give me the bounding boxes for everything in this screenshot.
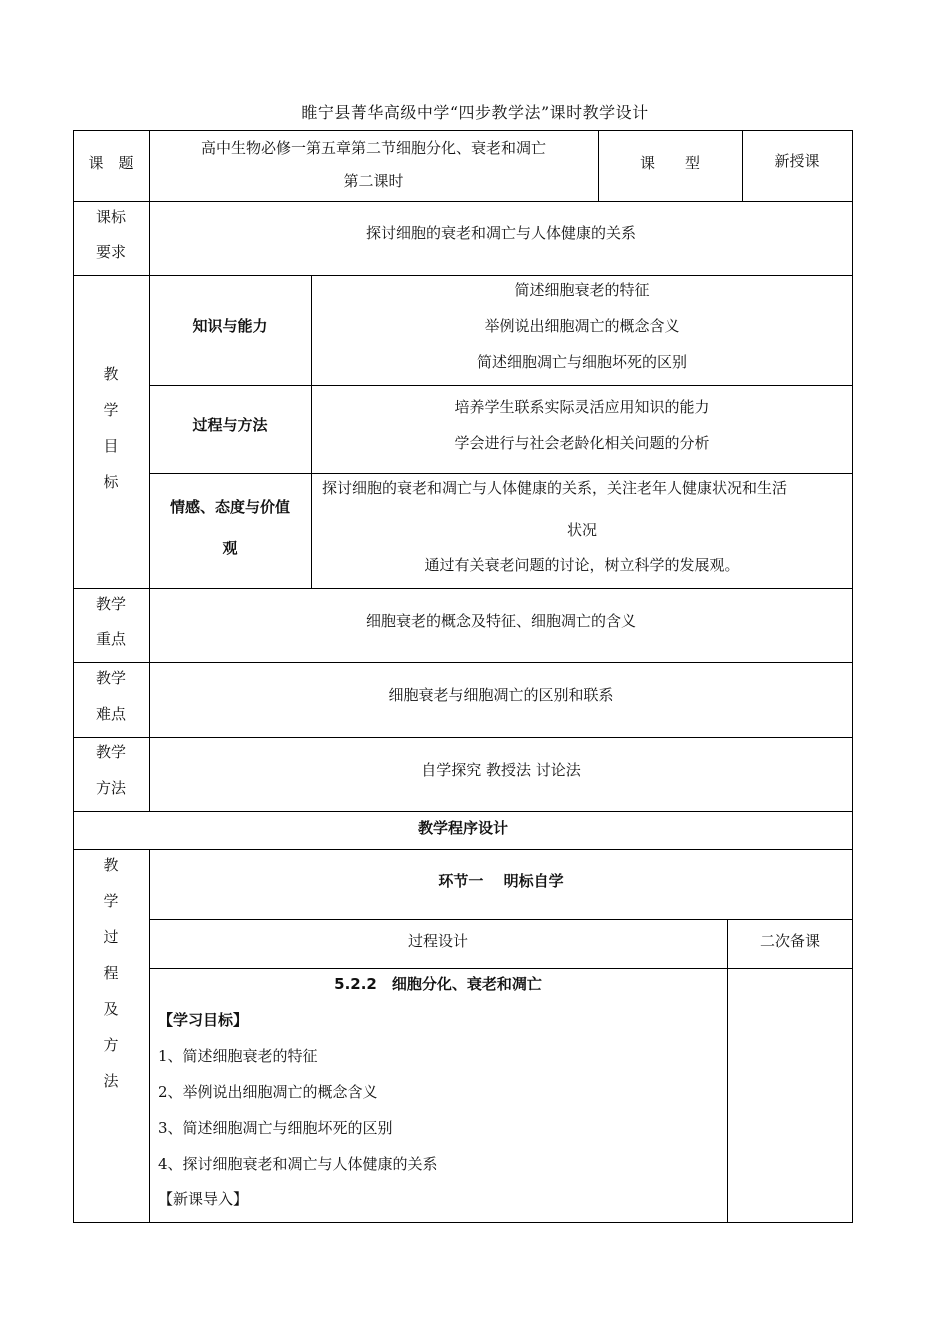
process-side-char: 教 — [103, 856, 119, 874]
objectives-label-char: 学 — [103, 401, 119, 419]
goals-heading: 【学习目标】 — [158, 1011, 249, 1029]
methods-label-1: 教学 — [95, 743, 126, 761]
intro-heading: 【新课导入】 — [158, 1190, 249, 1208]
topic-label: 课 题 — [88, 154, 134, 172]
objectives-label-char: 目 — [103, 437, 119, 455]
curriculum-label-2: 要求 — [95, 243, 126, 261]
key-points-label-1: 教学 — [95, 595, 126, 613]
process-label: 过程与方法 — [192, 416, 268, 434]
process-side-char: 过 — [103, 928, 119, 946]
emotion-line-1: 探讨细胞的衰老和凋亡与人体健康的关系，关注老年人健康状况和生活 — [322, 479, 788, 497]
difficulties-label-2: 难点 — [95, 705, 126, 723]
process-side-char: 方 — [103, 1036, 119, 1054]
topic-line-2: 第二课时 — [343, 172, 404, 190]
process-side-char: 程 — [103, 964, 119, 982]
page-title: 睢宁县菁华高级中学“四步教学法”课时教学设计 — [301, 103, 649, 122]
stage-title: 环节一 明标自学 — [438, 872, 564, 890]
goal-item: 1、简述细胞衰老的特征 — [158, 1047, 318, 1065]
process-side-char: 及 — [103, 1000, 119, 1018]
difficulties-label-1: 教学 — [95, 669, 126, 687]
process-item: 学会进行与社会老龄化相关问题的分析 — [454, 434, 710, 452]
goal-item: 3、简述细胞凋亡与细胞坏死的区别 — [158, 1119, 393, 1137]
section-title: 5.2.2 细胞分化、衰老和凋亡 — [334, 975, 542, 993]
process-item: 培养学生联系实际灵活应用知识的能力 — [454, 398, 710, 416]
difficulties-value: 细胞衰老与细胞凋亡的区别和联系 — [388, 686, 614, 704]
key-points-value: 细胞衰老的概念及特征、细胞凋亡的含义 — [365, 612, 636, 630]
col-design-header: 过程设计 — [407, 932, 468, 950]
objectives-label-char: 教 — [103, 365, 119, 383]
type-label: 课 型 — [639, 154, 700, 172]
emotion-label-1: 情感、态度与价值 — [169, 498, 290, 516]
curriculum-label-1: 课标 — [95, 208, 126, 226]
goal-item: 2、举例说出细胞凋亡的概念含义 — [158, 1083, 378, 1101]
emotion-line-3: 通过有关衰老问题的讨论，树立科学的发展观。 — [424, 556, 740, 574]
objectives-label-char: 标 — [103, 473, 119, 491]
goal-item: 4、探讨细胞衰老和凋亡与人体健康的关系 — [158, 1155, 438, 1173]
knowledge-label: 知识与能力 — [192, 317, 268, 335]
curriculum-value: 探讨细胞的衰老和凋亡与人体健康的关系 — [365, 224, 636, 242]
knowledge-item: 简述细胞凋亡与细胞坏死的区别 — [476, 353, 687, 371]
process-side-char: 学 — [103, 892, 119, 910]
col-second-header: 二次备课 — [759, 932, 820, 950]
emotion-line-2: 状况 — [566, 521, 597, 539]
type-value: 新授课 — [774, 152, 820, 170]
knowledge-item: 举例说出细胞凋亡的概念含义 — [484, 317, 680, 335]
process-side-char: 法 — [103, 1072, 119, 1090]
topic-line-1: 高中生物必修一第五章第二节细胞分化、衰老和凋亡 — [200, 139, 546, 157]
methods-label-2: 方法 — [95, 779, 126, 797]
emotion-label-2: 观 — [222, 539, 238, 557]
key-points-label-2: 重点 — [95, 630, 126, 648]
program-heading: 教学程序设计 — [417, 819, 508, 837]
methods-value: 自学探究 教授法 讨论法 — [421, 761, 581, 779]
knowledge-item: 简述细胞衰老的特征 — [514, 281, 650, 299]
